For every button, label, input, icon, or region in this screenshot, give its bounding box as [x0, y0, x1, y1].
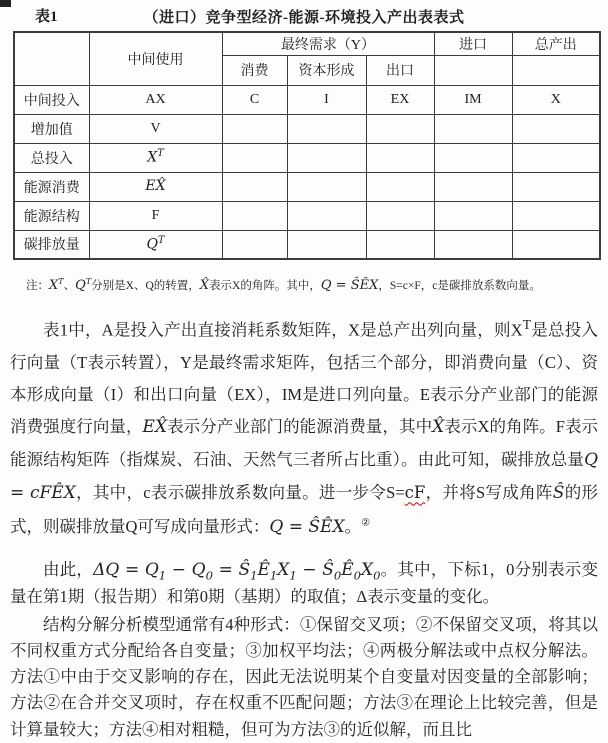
table-cell [287, 143, 366, 172]
table-caption [0, 0, 608, 26]
table-cell [366, 85, 434, 114]
text-run-m: Q = ŜÊX [320, 278, 379, 293]
table-cell [512, 143, 600, 172]
table-row [14, 143, 600, 172]
table-cell [287, 172, 366, 201]
table-cell [512, 172, 600, 201]
text-run-m: Ê [257, 559, 270, 580]
table-cell [287, 85, 366, 114]
table-cell [287, 114, 366, 143]
text-run: I [324, 91, 329, 107]
text-run-msup: T [58, 277, 64, 287]
table-cell [366, 230, 434, 259]
text-run-msub: 1 [250, 567, 258, 582]
table-caption-title: （进口）竞争型经济-能源-环境投入产出表表式 [143, 10, 465, 26]
table-row [14, 85, 600, 114]
paragraph-sda-forms [10, 612, 598, 742]
table-cell [222, 230, 287, 259]
row-label: 增加值 [14, 114, 89, 143]
text-run: 表示分产业部门的能源消费量，其中 [167, 417, 433, 437]
text-run: ，并将S写成角阵 [425, 483, 553, 503]
header-sub-export: 出口 [366, 55, 434, 85]
text-run: 表示X的角阵。其中， [209, 280, 321, 292]
table-cell [366, 201, 434, 230]
table-row [14, 114, 600, 143]
text-run: ，S=c×F，c是碳排放系数向量。 [378, 280, 541, 292]
text-run-m: Ê [341, 559, 354, 580]
text-run: AX [145, 91, 166, 107]
text-run: ，其中，c表示碳排放系数向量。进一步令S= [75, 483, 405, 503]
paragraph-delta-q [10, 557, 598, 611]
text-run-m: Q [75, 278, 86, 293]
table-cell [434, 230, 512, 259]
header-corner-cell [14, 32, 89, 85]
header-intermediate-use: 中间使用 [89, 32, 222, 85]
table-cell [287, 201, 366, 230]
text-run: 是总投入行向量（T表示转置），Y是最终需求矩阵，包括三个部分，即消费向量（C）、资本形成向量（I）和出口向量（EX），IM是进口列向量。E表示分产业部门的能源消费强度行向量， [10, 320, 598, 437]
table-cell [434, 143, 512, 172]
text-run: X [550, 91, 561, 107]
text-run: 由此， [43, 559, 94, 579]
table-cell [512, 85, 600, 114]
table-cell [512, 201, 600, 230]
text-run-m: − Ŝ [296, 559, 334, 580]
text-run-m: Q = cFÊX [10, 450, 598, 504]
table-row [14, 230, 600, 259]
table-row [14, 201, 600, 230]
text-run: 注： [26, 280, 49, 292]
table-cell [434, 85, 512, 114]
header-import: 进口 [434, 32, 512, 55]
table-cell [222, 143, 287, 172]
header-sub-capital: 资本形成 [287, 55, 366, 85]
text-run-msub: 0 [353, 567, 361, 582]
row-label: 碳排放量 [14, 230, 89, 259]
paragraph-model-description [10, 312, 598, 544]
row-label: 中间投入 [14, 85, 89, 114]
text-run-m: Q [146, 236, 158, 253]
text-run-sup: T [522, 317, 532, 333]
table-cell [366, 172, 434, 201]
header-total-output: 总产出 [512, 32, 600, 55]
io-table-header [14, 32, 600, 85]
io-table-body [14, 85, 600, 259]
text-run: C [249, 91, 260, 107]
text-run-m: X̂ [199, 278, 210, 293]
table-cell [89, 201, 222, 230]
text-run-f: ② [361, 517, 371, 529]
text-run-msub: 0 [373, 567, 381, 582]
table-cell [434, 114, 512, 143]
text-run-msub: 1 [269, 567, 278, 582]
table-cell [89, 172, 222, 201]
table-cell [89, 143, 222, 172]
text-run-m: X̂ [432, 417, 445, 438]
table-footnote [26, 275, 598, 297]
text-run-msup: T [85, 277, 92, 287]
text-run: 表1中，A是投入产出直接消耗系数矩阵，X是总产出列向量，则X [43, 320, 523, 340]
text-run-m: X [49, 278, 59, 293]
text-run-m: ΔQ = Q [93, 559, 159, 580]
text-run-msub: 1 [158, 567, 167, 582]
table-cell [287, 230, 366, 259]
table-cell [512, 230, 600, 259]
io-table [13, 31, 601, 260]
text-run-msup: T [157, 148, 164, 160]
text-run-m: EX̂ [142, 417, 168, 438]
text-run-m: Q = ŜÊX [269, 516, 345, 537]
text-run: 结构分解分析模型通常有4种形式：①保留交叉项；②不保留交叉项，将其以不同权重方式分配给各自变量；③加权平均法；④两极分解法或中点权分解法。方法①中由于交叉影响的存在，因此无法说明某个自变量对因变量的全部影响；方法②在合并交叉项时，存在权重不匹配问题；方法③在理论上比较完善，但是计算量较大；方法④相对粗糙，但可为方法③的近似解，而且比 [10, 615, 598, 739]
text-run-msub: 0 [333, 567, 342, 582]
text-run-m: X [277, 559, 290, 580]
text-run: 、 [63, 280, 76, 292]
text-run-m: Ŝ [552, 483, 565, 504]
table-row [14, 172, 600, 201]
text-run: 表示X的角阵。F表示能源结构矩阵（指煤炭、石油、天然气三者所占比重）。由此可知，碳排放总量 [10, 417, 599, 470]
row-label: 总投入 [14, 143, 89, 172]
text-run-msup: T [157, 234, 165, 246]
text-run: 的形式，则碳排放量Q可写成向量形式： [10, 483, 598, 536]
table-cell [366, 143, 434, 172]
table-cell [222, 201, 287, 230]
text-run-m: X [360, 559, 374, 580]
text-run: 。其中，下标1，0分别表示变量在第1期（报告期）和第0期（基期）的取值；Δ表示变量的变化。 [10, 559, 599, 607]
header-final-demand: 最终需求（Y） [222, 32, 434, 55]
row-label: 能源结构 [14, 201, 89, 230]
table-caption-label: 表1 [35, 9, 58, 25]
table-cell [89, 85, 222, 114]
header-import-empty-cell [434, 55, 512, 85]
text-run-w: cF [404, 483, 426, 503]
text-run-m: EX̂ [145, 178, 166, 194]
table-cell [434, 172, 512, 201]
table-cell [89, 230, 222, 259]
table-cell [366, 114, 434, 143]
text-run-msub: 0 [205, 567, 213, 582]
header-output-empty-cell [512, 55, 600, 85]
text-run-msub: 1 [289, 567, 297, 582]
table-cell [222, 172, 287, 201]
row-label: 能源消费 [14, 172, 89, 201]
table-cell [512, 114, 600, 143]
text-run: 。 [344, 516, 362, 536]
text-run-m: − Q [166, 559, 206, 580]
table-cell [222, 85, 287, 114]
text-run-m: X [147, 149, 158, 166]
table-cell [434, 201, 512, 230]
text-run: V [150, 120, 161, 136]
text-run-m: = Ŝ [212, 559, 251, 580]
text-run: IM [464, 91, 482, 107]
table-cell [89, 114, 222, 143]
text-run: F [151, 207, 160, 223]
table-cell [222, 114, 287, 143]
text-run: EX [390, 91, 410, 107]
header-sub-consumption: 消费 [222, 55, 287, 85]
text-run: 分别是X、Q的转置， [91, 280, 200, 292]
